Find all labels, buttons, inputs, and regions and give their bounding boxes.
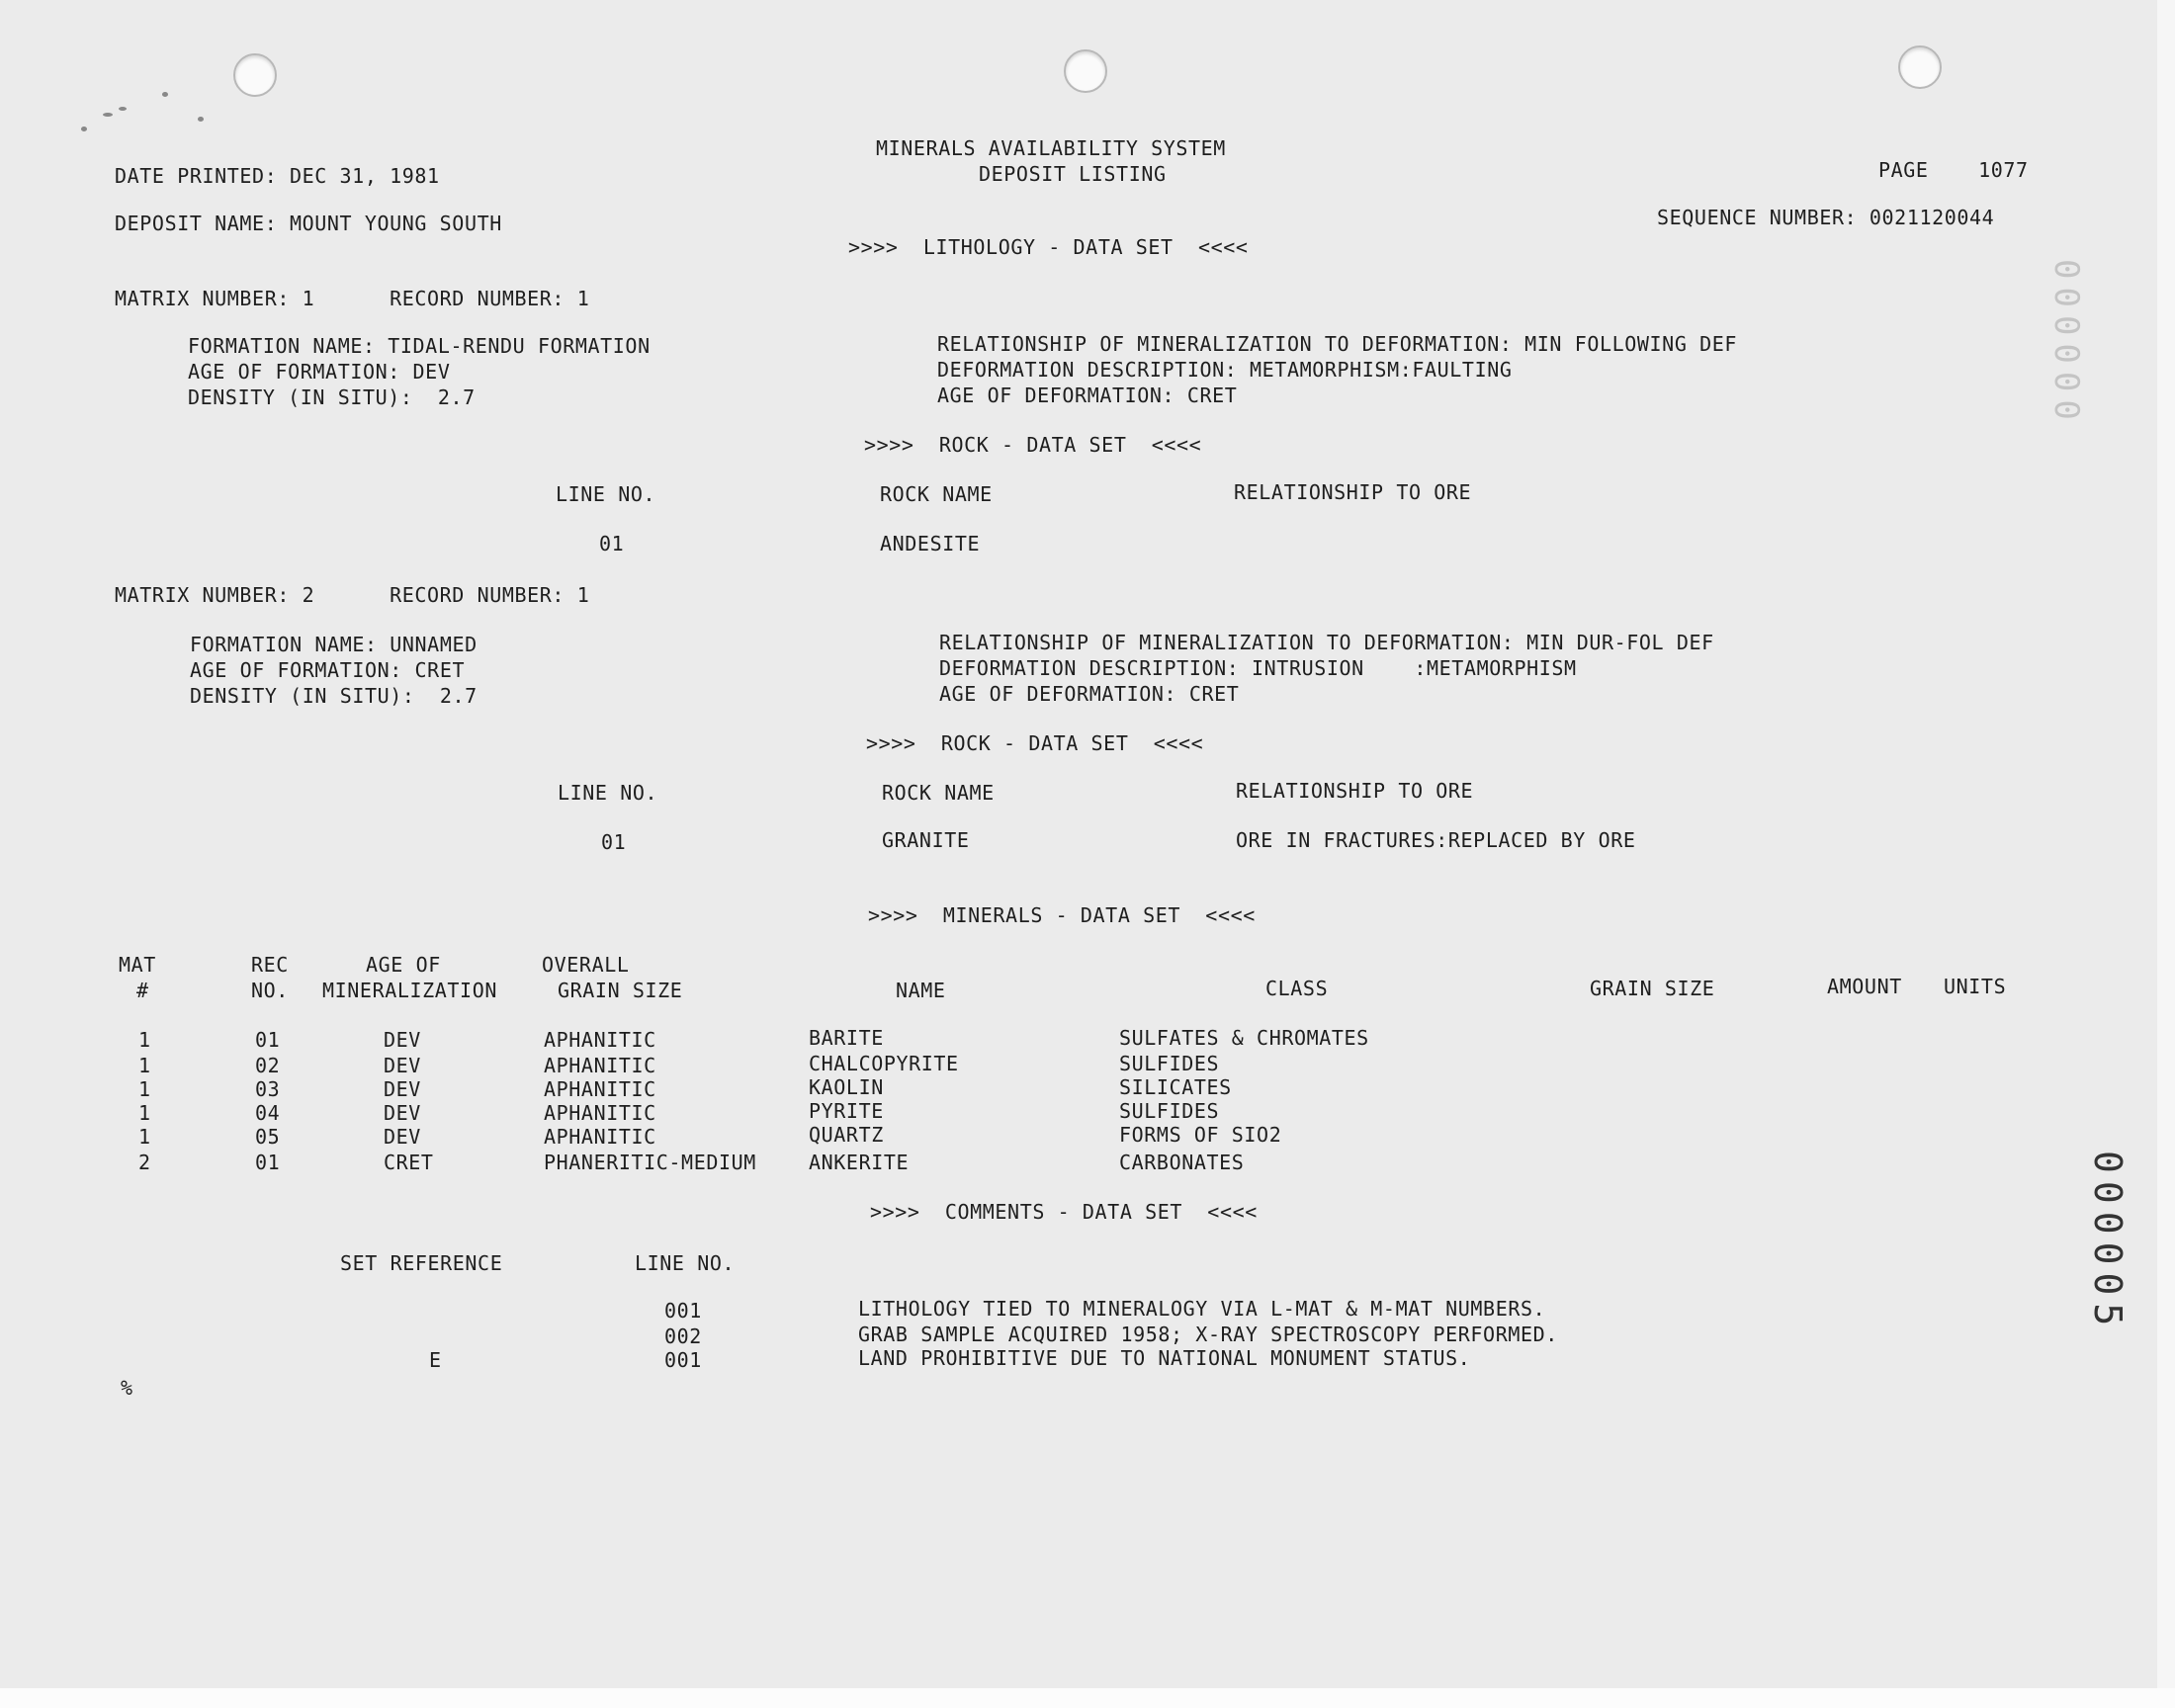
mineral-row-class: SULFIDES [1119, 1052, 1220, 1075]
mineral-row-mat: 2 [138, 1151, 151, 1174]
age-of-deformation: AGE OF DEFORMATION: CRET [937, 384, 1238, 407]
mineral-row-age: DEV [384, 1125, 421, 1149]
age-of-formation: AGE OF FORMATION: CRET [190, 658, 466, 682]
mineral-row-age: DEV [384, 1028, 421, 1052]
comments-col-line-no: LINE NO. [635, 1251, 736, 1275]
comment-row-line-no: 002 [664, 1324, 702, 1348]
mineral-row-mat: 1 [138, 1028, 151, 1052]
comments-heading: >>>> COMMENTS - DATA SET <<<< [870, 1200, 1258, 1224]
rock-row-line-no: 01 [601, 830, 627, 854]
min-col-grain: GRAIN SIZE [558, 979, 683, 1002]
binder-hole-center [1064, 49, 1107, 93]
age-of-formation: AGE OF FORMATION: DEV [188, 360, 451, 384]
density: DENSITY (IN SITU): 2.7 [188, 385, 476, 409]
min-col-units: UNITS [1944, 975, 2007, 998]
rock-col-line-no: LINE NO. [558, 781, 658, 805]
end-of-record-mark: % [121, 1376, 133, 1400]
mineral-row-rec: 03 [255, 1077, 281, 1101]
mineral-row-grain: APHANITIC [544, 1054, 656, 1077]
mineral-row-mat: 1 [138, 1054, 151, 1077]
rock-row-relationship: ORE IN FRACTURES:REPLACED BY ORE [1236, 828, 1636, 852]
mineral-row-name: QUARTZ [809, 1123, 884, 1147]
min-col-name: NAME [896, 979, 946, 1002]
scan-speck [81, 127, 87, 131]
min-col-rec: NO. [251, 979, 289, 1002]
mineral-row-age: DEV [384, 1101, 421, 1125]
rock-heading: >>>> ROCK - DATA SET <<<< [864, 433, 1202, 457]
min-col-amount: AMOUNT [1827, 975, 1902, 998]
rock-col-rock-name: ROCK NAME [882, 781, 995, 805]
mineral-row-grain: APHANITIC [544, 1101, 656, 1125]
mineral-row-rec: 04 [255, 1101, 281, 1125]
mineral-row-name: ANKERITE [809, 1151, 910, 1174]
matrix-2-record: MATRIX NUMBER: 2 RECORD NUMBER: 1 [115, 583, 590, 607]
mineral-row-class: CARBONATES [1119, 1151, 1245, 1174]
frame-number-stamp-faint: 000000 [2046, 259, 2086, 428]
rock-row-rock-name: ANDESITE [880, 532, 981, 555]
mineral-row-age: DEV [384, 1077, 421, 1101]
min-col-mat: MAT [119, 953, 156, 977]
minerals-heading: >>>> MINERALS - DATA SET <<<< [868, 903, 1256, 927]
comment-row-line-no: 001 [664, 1348, 702, 1372]
comment-row-text: GRAB SAMPLE ACQUIRED 1958; X-RAY SPECTROSCOPY PERFORMED. [858, 1323, 1558, 1346]
mineral-row-class: SULFIDES [1119, 1099, 1220, 1123]
deposit-name: DEPOSIT NAME: MOUNT YOUNG SOUTH [115, 212, 502, 235]
min-col-age: AGE OF [366, 953, 441, 977]
density: DENSITY (IN SITU): 2.7 [190, 684, 478, 708]
binder-hole-right [1898, 45, 1942, 89]
mineral-row-rec: 01 [255, 1151, 281, 1174]
age-of-deformation: AGE OF DEFORMATION: CRET [939, 682, 1240, 706]
scan-speck [103, 113, 113, 117]
formation-name: FORMATION NAME: TIDAL-RENDU FORMATION [188, 334, 651, 358]
mineral-row-rec: 02 [255, 1054, 281, 1077]
mineral-row-mat: 1 [138, 1101, 151, 1125]
scan-edge-bottom [0, 1688, 2175, 1708]
sequence-number: SEQUENCE NUMBER: 0021120044 [1657, 206, 1995, 229]
min-col-rec: REC [251, 953, 289, 977]
mineral-row-class: FORMS OF SIO2 [1119, 1123, 1282, 1147]
mineral-row-rec: 05 [255, 1125, 281, 1149]
comments-col-set-reference: SET REFERENCE [340, 1251, 503, 1275]
mineralization-relationship: RELATIONSHIP OF MINERALIZATION TO DEFORMATION: MIN DUR-FOL DEF [939, 631, 1714, 654]
scan-speck [162, 92, 168, 97]
mineral-row-grain: APHANITIC [544, 1077, 656, 1101]
mineral-row-name: BARITE [809, 1026, 884, 1050]
rock-col-line-no: LINE NO. [556, 482, 656, 506]
comment-row-line-no: 001 [664, 1299, 702, 1323]
rock-col-relationship: RELATIONSHIP TO ORE [1234, 480, 1472, 504]
mineral-row-name: CHALCOPYRITE [809, 1052, 959, 1075]
mineral-row-mat: 1 [138, 1077, 151, 1101]
deformation-description: DEFORMATION DESCRIPTION: METAMORPHISM:FAULTING [937, 358, 1513, 382]
min-col-class: CLASS [1265, 977, 1329, 1000]
rock-col-rock-name: ROCK NAME [880, 482, 993, 506]
mineral-row-grain: APHANITIC [544, 1028, 656, 1052]
deformation-description: DEFORMATION DESCRIPTION: INTRUSION :METAMORPHISM [939, 656, 1577, 680]
rock-row-rock-name: GRANITE [882, 828, 970, 852]
scan-speck [119, 107, 127, 111]
mineral-row-grain: PHANERITIC-MEDIUM [544, 1151, 756, 1174]
binder-hole-left [233, 53, 277, 97]
date-printed: DATE PRINTED: DEC 31, 1981 [115, 164, 440, 188]
comment-row-text: LAND PROHIBITIVE DUE TO NATIONAL MONUMENT STATUS. [858, 1346, 1471, 1370]
mineral-row-class: SULFATES & CHROMATES [1119, 1026, 1369, 1050]
matrix-1-record: MATRIX NUMBER: 1 RECORD NUMBER: 1 [115, 287, 590, 310]
comment-row-set-ref: E [429, 1348, 442, 1372]
min-col-age: MINERALIZATION [322, 979, 497, 1002]
mineral-row-rec: 01 [255, 1028, 281, 1052]
system-title: MINERALS AVAILABILITY SYSTEM [876, 136, 1226, 160]
mineral-row-name: KAOLIN [809, 1075, 884, 1099]
formation-name: FORMATION NAME: UNNAMED [190, 633, 478, 656]
mineral-row-name: PYRITE [809, 1099, 884, 1123]
lithology-heading: >>>> LITHOLOGY - DATA SET <<<< [848, 235, 1249, 259]
mineral-row-mat: 1 [138, 1125, 151, 1149]
mineral-row-age: DEV [384, 1054, 421, 1077]
mineral-row-age: CRET [384, 1151, 434, 1174]
mineralization-relationship: RELATIONSHIP OF MINERALIZATION TO DEFORMATION: MIN FOLLOWING DEF [937, 332, 1738, 356]
scan-edge-right [2157, 0, 2175, 1708]
listing-title: DEPOSIT LISTING [979, 162, 1167, 186]
min-col-grain: OVERALL [542, 953, 630, 977]
min-col-mat: # [136, 979, 149, 1002]
min-col-grain-size: GRAIN SIZE [1590, 977, 1715, 1000]
comment-row-text: LITHOLOGY TIED TO MINERALOGY VIA L-MAT & M-MAT NUMBERS. [858, 1297, 1546, 1321]
mineral-row-grain: APHANITIC [544, 1125, 656, 1149]
mineral-row-class: SILICATES [1119, 1075, 1232, 1099]
rock-col-relationship: RELATIONSHIP TO ORE [1236, 779, 1474, 803]
rock-heading: >>>> ROCK - DATA SET <<<< [866, 731, 1204, 755]
scan-speck [198, 117, 204, 122]
frame-number-stamp: 000005 [2086, 1151, 2130, 1334]
page-number: PAGE 1077 [1878, 158, 2029, 182]
rock-row-line-no: 01 [599, 532, 625, 555]
